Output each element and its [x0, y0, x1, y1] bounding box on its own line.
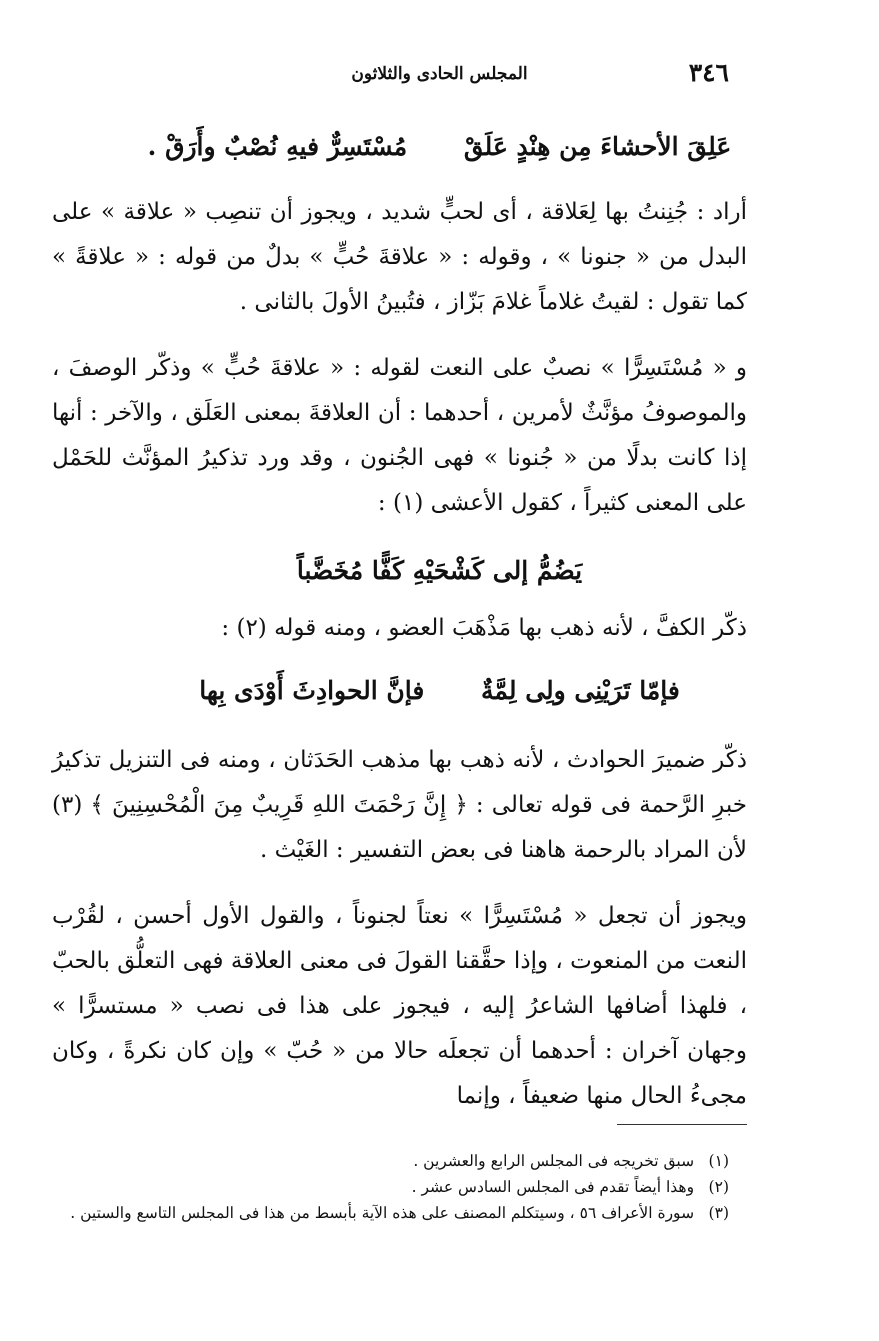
paragraph-4: ذكّر ضميرَ الحوادث ، لأنه ذهب بها مذهب الحَدَثان ، ومنه فى التنزيل تذكيرُ خبرِ الرَّحمة فى قوله تعالى : ﴿ إِنَّ رَحْمَتَ اللهِ قَرِيبٌ مِنَ الْمُحْسِنِينَ ﴾ (٣) لأن المراد بالرحمة هاهنا فى بعض التفسير : الغَيْث .: [52, 747, 747, 863]
footnote-text: سورة الأعراف ٥٦ ، وسيتكلم المصنف على هذه الآية بأبسط من هذا فى المجلس التاسع والستين .: [70, 1204, 695, 1222]
footnote-number: (٢): [708, 1178, 729, 1196]
verse-1-first-hemistich: عَلِقَ الأحشاءَ مِن هِنْدٍ عَلَقْ: [463, 132, 732, 161]
footnote-text: وهذا أيضاً تقدم فى المجلس السادس عشر .: [411, 1178, 695, 1196]
footnote-3: [49, 1200, 729, 1226]
verse-2: يَضُمُّ إلى كَشْحَيْهِ كَفًّا مُخَضَّباً: [296, 556, 583, 585]
page-number: ٣٤٦: [688, 58, 729, 87]
paragraph-2: و « مُسْتَسِرًّا » نصبٌ على النعت لقوله : « علاقةَ حُبٍّ » وذكّر الوصفَ ، والموصوفُ مؤنَّثٌ لأمرين ، أحدهما : أن العلاقةَ بمعنى العَلَق ، والآخر : أنها إذا كانت بدلًا من « جُنونا » فهى الجُنون ، وقد ورد تذكيرُ المؤنَّث للحَمْل على المعنى كثيراً ، كقول الأعشى (١) :: [52, 355, 747, 516]
verse-1: [0, 132, 879, 161]
footnote-text: سبق تخريجه فى المجلس الرابع والعشرين .: [413, 1152, 695, 1170]
page-header: [0, 58, 879, 92]
verse-1-second-hemistich: مُسْتَسِرٌّ فيهِ نُصْبٌ وأَرَقْ .: [147, 132, 408, 161]
verse-3-second-hemistich: فإنَّ الحوادِثَ أَوْدَى بِها: [199, 676, 425, 705]
footnotes: [49, 1148, 729, 1226]
verse-3-first-hemistich: فإمّا تَرَيْنِى ولِى لِمَّةٌ: [481, 676, 680, 705]
footnote-2: [49, 1174, 729, 1200]
footnote-divider: [617, 1124, 747, 1125]
paragraph-1: أراد : جُنِنتُ بها لِعَلاقة ، أى لحبٍّ شديد ، ويجوز أن تنصِب « علاقة » على البدل من « جنونا » ، وقوله : « علاقةَ حُبٍّ » بدلٌ من قوله : « علاقةً » كما تقول : لقيتُ غلاماً غلامَ بَزّاز ، فتُبينُ الأولَ بالثانى .: [52, 199, 747, 315]
footnote-1: [49, 1148, 729, 1174]
footnote-number: (١): [708, 1152, 729, 1170]
paragraph-3: ذكّر الكفَّ ، لأنه ذهب بها مَذْهَبَ العضو ، ومنه قوله (٢) :: [221, 615, 747, 641]
paragraph-5: ويجوز أن تجعل « مُسْتَسِرًّا » نعتاً لجنوناً ، والقول الأول أحسن ، لقُرْب النعت من المنعوت ، وإذا حقَّقنا القولَ فى معنى العلاقة فهى التعلُّق بالحبّ ، فلهذا أضافها الشاعرُ إليه ، فيجوز على هذا فى نصب « مستسرًّا » وجهان آخران : أحدهما أن تجعلَه حالا من « حُبّ » وإن كان نكرةً ، وكان مجىءُ الحال منها ضعيفاً ، وإنما: [52, 903, 747, 1109]
running-title: المجلس الحادى والثلاثون: [351, 64, 528, 84]
footnote-number: (٣): [708, 1204, 729, 1222]
verse-3: [0, 676, 879, 705]
